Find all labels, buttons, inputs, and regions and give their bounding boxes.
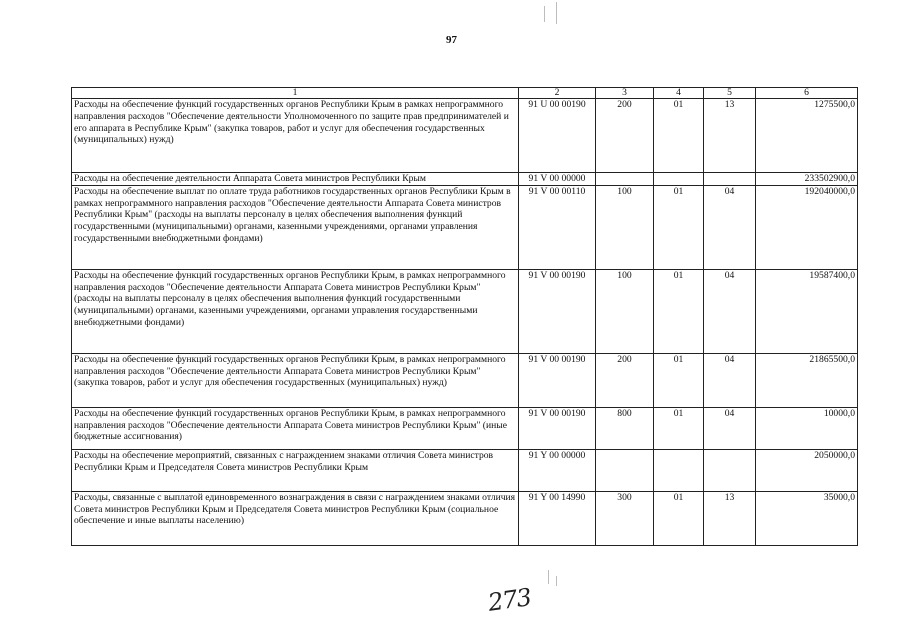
- table-row: [72, 269, 858, 353]
- row-subsection: 13: [704, 99, 756, 173]
- row-description: Расходы на обеспечение функций государственных органов Республики Крым, в рамках непрограммного направления расходов "Обеспечение деятельности Аппарата Совета министров Республики Крым" (закупка товаров, работ и услуг для обеспечения государственных (муниципальных) нужд): [72, 353, 519, 407]
- scan-artifact: [544, 6, 545, 22]
- row-subsection: 13: [704, 491, 756, 545]
- row-target-code: 91 V 00 00190: [519, 407, 596, 449]
- row-subsection: 04: [704, 353, 756, 407]
- row-amount: 10000,0: [756, 407, 858, 449]
- row-expense-type: [596, 173, 654, 186]
- scan-artifact: [548, 570, 549, 584]
- column-header: 6: [756, 88, 858, 99]
- table-row: [72, 449, 858, 491]
- row-expense-type: [596, 449, 654, 491]
- row-description: Расходы на обеспечение функций государственных органов Республики Крым, в рамках непрограммного направления расходов "Обеспечение деятельности Аппарата Совета министров Республики Крым" (иные бюджетные ассигнования): [72, 407, 519, 449]
- table-row: [72, 173, 858, 186]
- row-section: 01: [654, 353, 704, 407]
- row-amount: 1275500,0: [756, 99, 858, 173]
- row-amount: 2050000,0: [756, 449, 858, 491]
- table-row: [72, 491, 858, 545]
- page-number: 97: [446, 34, 457, 46]
- scan-artifact: [556, 2, 557, 24]
- row-description: Расходы на обеспечение мероприятий, связанных с награждением знаками отличия Совета министров Республики Крым и Председателя Совета министров Республики Крым: [72, 449, 519, 491]
- table-header-row: [72, 88, 858, 99]
- row-target-code: 91 V 00 00190: [519, 269, 596, 353]
- row-section: 01: [654, 407, 704, 449]
- row-amount: 233502900,0: [756, 173, 858, 186]
- table-row: [72, 99, 858, 173]
- row-target-code: 91 V 00 00110: [519, 185, 596, 269]
- row-section: 01: [654, 185, 704, 269]
- column-header: 4: [654, 88, 704, 99]
- row-expense-type: 100: [596, 269, 654, 353]
- row-section: 01: [654, 269, 704, 353]
- row-expense-type: 200: [596, 99, 654, 173]
- handwritten-page-number: 273: [486, 583, 533, 617]
- row-target-code: 91 V 00 00190: [519, 353, 596, 407]
- row-expense-type: 800: [596, 407, 654, 449]
- row-subsection: 04: [704, 185, 756, 269]
- scan-artifact: [556, 576, 557, 586]
- table-row: [72, 185, 858, 269]
- row-target-code: 91 U 00 00190: [519, 99, 596, 173]
- row-amount: 192040000,0: [756, 185, 858, 269]
- row-subsection: [704, 173, 756, 186]
- row-section: [654, 173, 704, 186]
- row-section: 01: [654, 99, 704, 173]
- row-amount: 19587400,0: [756, 269, 858, 353]
- row-subsection: 04: [704, 407, 756, 449]
- column-header: 3: [596, 88, 654, 99]
- column-header: 1: [72, 88, 519, 99]
- row-description: Расходы на обеспечение выплат по оплате труда работников государственных органов Республики Крым в рамках непрограммного направления расходов "Обеспечение деятельности Аппарата Совета министров Республики Крым" (расходы на выплаты персоналу в целях обеспечения выполнения функций государственными (муниципальными) органами, казенными учреждениями, органами управления государственными внебюджетными фондами): [72, 185, 519, 269]
- row-subsection: 04: [704, 269, 756, 353]
- table-row: [72, 353, 858, 407]
- row-description: Расходы на обеспечение функций государственных органов Республики Крым в рамках непрограммного направления расходов "Обеспечение деятельности Уполномоченного по защите прав предпринимателей и его аппарата в Республике Крым" (закупка товаров, работ и услуг для обеспечения государственных (муниципальных) нужд): [72, 99, 519, 173]
- column-header: 5: [704, 88, 756, 99]
- column-header: 2: [519, 88, 596, 99]
- row-section: [654, 449, 704, 491]
- row-section: 01: [654, 491, 704, 545]
- row-description: Расходы на обеспечение функций государственных органов Республики Крым, в рамках непрограммного направления расходов "Обеспечение деятельности Аппарата Совета министров Республики Крым" (расходы на выплаты персоналу в целях обеспечения выполнения функций государственными (муниципальными) органами, казенными учреждениями, органами управления государственными внебюджетными фондами): [72, 269, 519, 353]
- row-expense-type: 200: [596, 353, 654, 407]
- row-target-code: 91 Y 00 00000: [519, 449, 596, 491]
- row-amount: 21865500,0: [756, 353, 858, 407]
- row-description: Расходы на обеспечение деятельности Аппарата Совета министров Республики Крым: [72, 173, 519, 186]
- row-amount: 35000,0: [756, 491, 858, 545]
- table-row: [72, 407, 858, 449]
- row-expense-type: 100: [596, 185, 654, 269]
- row-target-code: 91 V 00 00000: [519, 173, 596, 186]
- budget-table: [71, 87, 858, 546]
- row-subsection: [704, 449, 756, 491]
- row-expense-type: 300: [596, 491, 654, 545]
- row-description: Расходы, связанные с выплатой единовременного вознаграждения в связи с награждением знаками отличия Совета министров Республики Крым и Председателя Совета министров Республики Крым (социальное обеспечение и иные выплаты населению): [72, 491, 519, 545]
- row-target-code: 91 Y 00 14990: [519, 491, 596, 545]
